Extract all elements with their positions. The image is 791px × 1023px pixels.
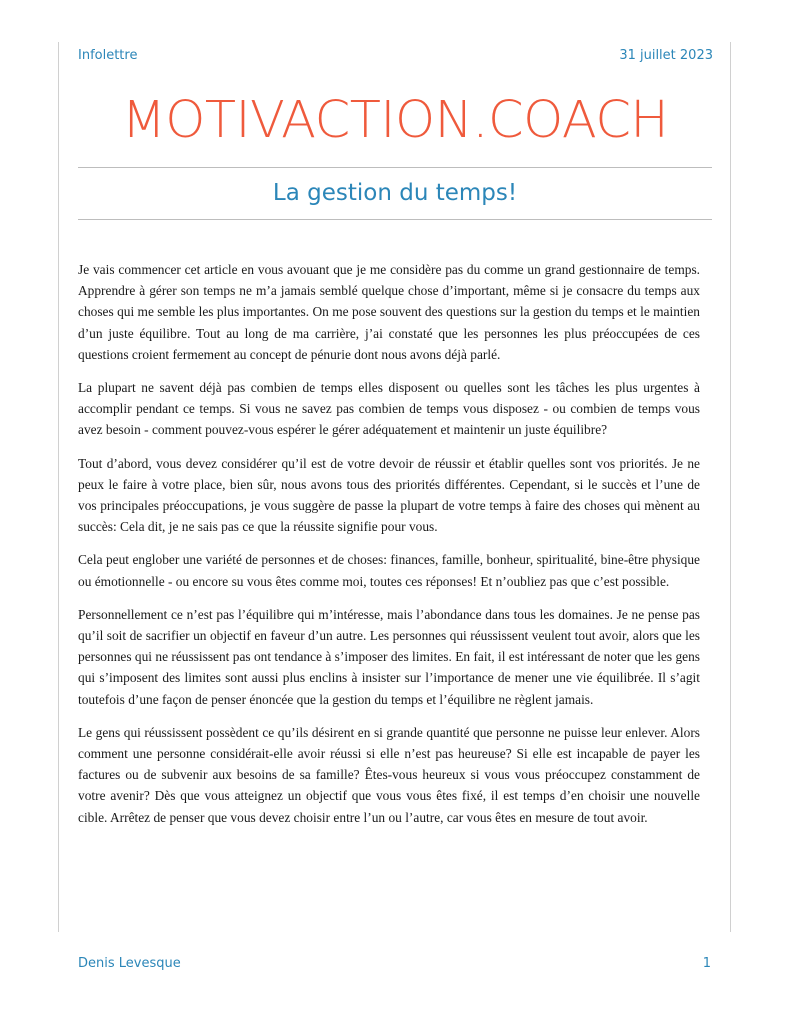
footer-page-number: 1 <box>702 956 711 971</box>
paragraph-6: Le gens qui réussissent possèdent ce qu’ils désirent en si grande quantité que personne ne puisse leur enlever. Alors comment une personne considérait-elle avoir réussi si elle n’est pas heureuse? Si elle est incapable de payer les factures ou de subvenir aux besoins de sa famille? Êtes-vous heureux si vous vous préoccupez constamment de votre avenir? Dès que vous atteignez un objectif que vous vous êtes fixé, il est temps d’en choisir une nouvelle cible. Arrêtez de penser que vous devez choisir entre l’un ou l’autre, car vous êtes en mesure de tout avoir. <box>78 724 700 825</box>
paragraph-3: Tout d’abord, vous devez considérer qu’il est de votre devoir de réussir et établir quelles sont vos priorités. Je ne peux le faire à votre place, bien sûr, nous avons tous des priorités différentes. Cependant, si le succès et l’une de vos principales préoccupations, je vous suggère de passe la plupart de votre temps à faire des choses qui mènent au succès: Cela dit, je ne sais pas ce que la réussite signifie pour vous. <box>78 455 700 535</box>
title-rule-bottom <box>78 219 712 220</box>
paragraph-4: Cela peut englober une variété de personnes et de choses: finances, famille, bonheur, spiritualité, bine-être physique ou émotionnelle - ou encore su vous êtes comme moi, toutes ces réponses! Et n’oubliez pas que c’est possible. <box>78 552 700 589</box>
right-margin-line <box>730 42 731 932</box>
article-title: La gestion du temps! <box>272 180 518 206</box>
title-rule-top <box>78 167 712 168</box>
article-body <box>78 259 700 840</box>
paragraph-1: Je vais commencer cet article en vous avouant que je me considère pas du comme un grand gestionnaire de temps. Apprendre à gérer son temps ne m’a jamais semblé quelque chose d’important, même si je consacre du temps aux choses qui me semble les plus importantes. On me pose souvent des questions sur la gestion du temps et le maintien d’un juste équilibre. Tout au long de ma carrière, j’ai constaté que les personnes les plus préoccupées de ces questions croient fermement au concept de pénurie dont nous avons déjà parlé. <box>78 262 700 362</box>
left-margin-line <box>58 42 59 932</box>
footer-author: Denis Levesque <box>78 956 181 971</box>
masthead-title: MOTIVACTION.COACH <box>121 91 669 150</box>
header-section-label: Infolettre <box>78 48 138 63</box>
paragraph-5: Personnellement ce n’est pas l’équilibre qui m’intéresse, mais l’abondance dans tous les domaines. Je ne pense pas qu’il soit de sacrifier un objectif en faveur d’un autre. Les personnes qui réussissent veulent tout avoir, alors que les personnes qui ne réussissent pas ont tendance à s’imposer des limites. En fait, il est intéressant de noter que les gens qui s’imposent des limites sont aussi plus enclins à insister sur l’importance de mener une vie équilibrée. Il s’agit toutefois d’une façon de penser énoncée que la gestion du temps et l’équilibre ne règlent jamais. <box>78 606 700 707</box>
header-date: 31 juillet 2023 <box>619 48 713 63</box>
paragraph-2: La plupart ne savent déjà pas combien de temps elles disposent ou quelles sont les tâches les plus urgentes à accomplir pendant ce temps. Si vous ne savez pas combien de temps vous disposez - ou combien de temps vous avez besoin - comment pouvez-vous espérer le gérer adéquatement et maintenir un juste équilibre? <box>78 380 700 438</box>
